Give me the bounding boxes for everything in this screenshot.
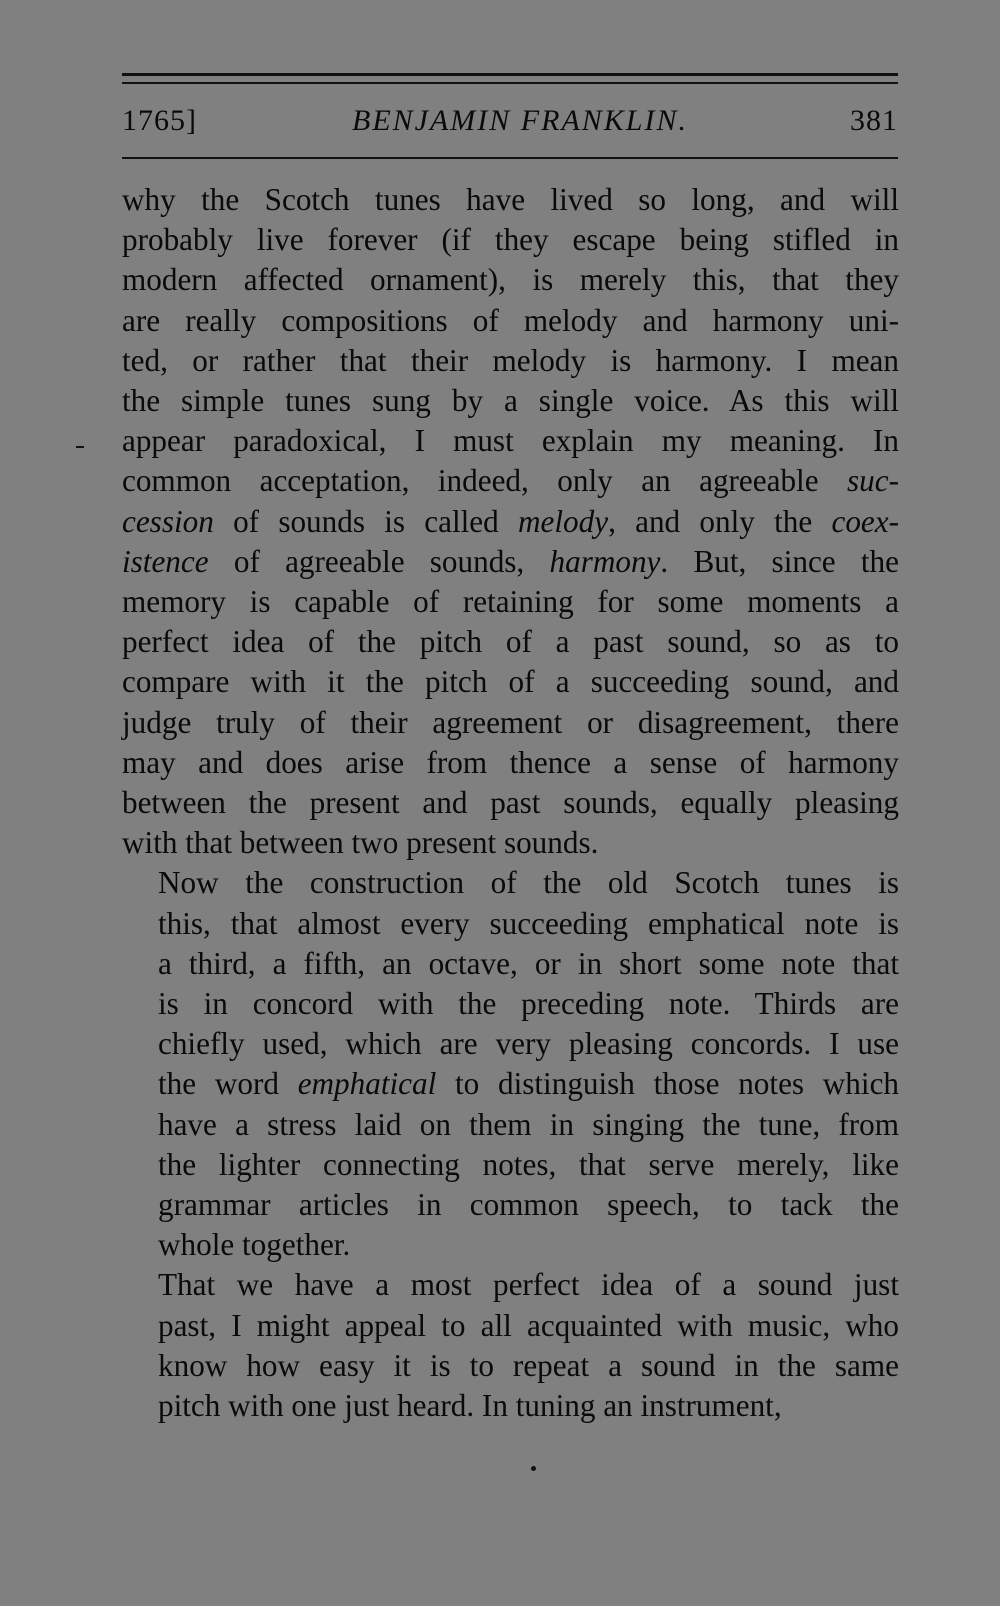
text-line: [122, 703, 899, 743]
text-run: have a stress laid on them in singing the tune, from: [158, 1106, 899, 1142]
margin-mark: [76, 446, 84, 448]
text-line: [122, 1346, 899, 1386]
text-run: between the present and past sounds, equally pleasing: [122, 785, 899, 821]
text-line: [122, 984, 899, 1024]
text-line: [122, 582, 899, 622]
text-run: judge truly of their agreement or disagreement, there: [122, 704, 899, 740]
italic-term: melody: [518, 503, 609, 539]
text-run: of agreeable sounds,: [208, 543, 550, 579]
text-run: common acceptation, indeed, only an agreeable: [122, 463, 848, 499]
text-run: whole together.: [158, 1227, 351, 1263]
text-run: , and only the: [608, 503, 832, 539]
text-run: . But, since the: [660, 543, 899, 579]
text-line: [122, 1265, 899, 1305]
body-text: [122, 180, 899, 1426]
text-run: a third, a fifth, an octave, or in short some note that: [158, 945, 899, 981]
italic-term: suc-: [847, 463, 899, 499]
text-run: That we have a most perfect idea of a sound just: [158, 1267, 899, 1303]
italic-term: istence: [122, 543, 209, 579]
text-line: [122, 1064, 899, 1104]
paragraph-2: [122, 863, 899, 1265]
text-line: [122, 341, 899, 381]
running-head-date: 1765]: [122, 104, 197, 137]
text-line: [122, 1225, 899, 1265]
ink-speck: [531, 1466, 536, 1471]
text-line: [122, 1024, 899, 1064]
text-line: [122, 743, 899, 783]
text-line: [122, 1185, 899, 1225]
text-line: [122, 260, 899, 300]
text-line: [122, 461, 899, 501]
text-run: with that between two present sounds.: [122, 825, 599, 861]
text-run: why the Scotch tunes have lived so long, and will: [122, 182, 899, 217]
text-run: may and does arise from thence a sense of harmony: [122, 744, 899, 780]
text-run: perfect idea of the pitch of a past sound, so as to: [122, 624, 899, 660]
text-line: [122, 542, 899, 582]
text-run: are really compositions of melody and harmony uni-: [122, 302, 899, 338]
text-run: Now the construction of the old Scotch tunes is: [158, 865, 899, 901]
text-line: [122, 823, 899, 863]
text-run: grammar articles in common speech, to tack the: [158, 1187, 899, 1223]
text-run: chiefly used, which are very pleasing concords. I use: [158, 1026, 899, 1062]
text-line: [122, 1386, 899, 1426]
text-line: [122, 220, 899, 260]
text-run: past, I might appeal to all acquainted with music, who: [158, 1307, 899, 1343]
text-run: is in concord with the preceding note. Thirds are: [158, 986, 899, 1022]
text-run: the word: [158, 1066, 298, 1102]
running-head-title: BENJAMIN FRANKLIN.: [352, 104, 688, 137]
text-run: to distinguish those notes which: [436, 1066, 900, 1102]
text-run: the lighter connecting notes, that serve merely, like: [158, 1146, 899, 1182]
italic-term: coex-: [831, 503, 899, 539]
italic-term: harmony: [549, 543, 661, 579]
text-line: [122, 622, 899, 662]
page-number: 381: [850, 104, 898, 137]
text-line: [122, 944, 899, 984]
text-line: [122, 1105, 899, 1145]
text-line: [122, 783, 899, 823]
text-run: memory is capable of retaining for some moments a: [122, 584, 899, 620]
text-line: [122, 1145, 899, 1185]
text-line: [122, 1306, 899, 1346]
text-run: pitch with one just heard. In tuning an instrument,: [158, 1388, 782, 1424]
text-run: know how easy it is to repeat a sound in the same: [158, 1347, 899, 1383]
text-run: modern affected ornament), is merely this, that they: [122, 262, 899, 298]
running-head: [122, 104, 898, 144]
text-line: [122, 863, 899, 903]
paragraph-3: [122, 1265, 899, 1426]
text-line: [122, 421, 899, 461]
text-run: the simple tunes sung by a single voice. As this will: [122, 383, 899, 419]
text-run: this, that almost every succeeding emphatical note is: [158, 905, 899, 941]
text-line: [122, 662, 899, 702]
text-run: ted, or rather that their melody is harmony. I mean: [122, 342, 899, 378]
italic-term: cession: [122, 503, 214, 539]
paragraph-1: [122, 180, 899, 863]
text-run: probably live forever (if they escape being stifled in: [122, 222, 899, 258]
text-run: of sounds is called: [213, 503, 518, 539]
text-run: appear paradoxical, I must explain my meaning. In: [122, 423, 899, 459]
text-line: [122, 180, 899, 220]
text-line: [122, 904, 899, 944]
text-line: [122, 301, 899, 341]
top-double-rule-lower: [122, 82, 898, 84]
header-rule: [122, 157, 898, 159]
text-line: [122, 502, 899, 542]
italic-term: emphatical: [297, 1066, 437, 1102]
top-double-rule-upper: [122, 73, 898, 76]
text-line: [122, 381, 899, 421]
text-run: compare with it the pitch of a succeeding sound, and: [122, 664, 899, 700]
